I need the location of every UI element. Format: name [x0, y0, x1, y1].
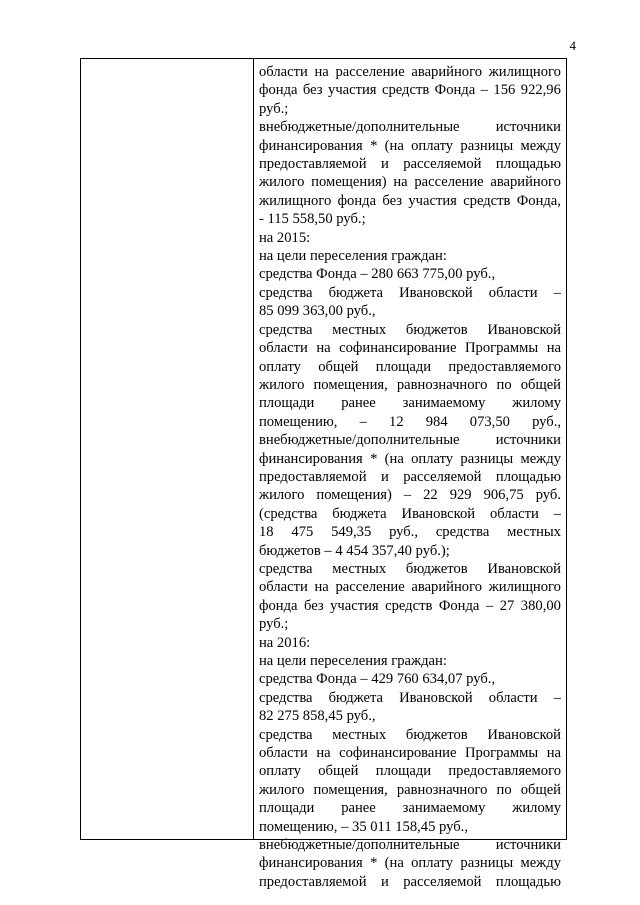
text-line: области на расселение аварийного жилищного: [259, 579, 561, 596]
text-line: помещению, – 35 011 158,45 руб.,: [259, 818, 468, 835]
text-line: области на софинансирование Программы на: [259, 745, 561, 762]
text-line: 18 475 549,35 руб., средства местных: [259, 524, 561, 541]
text-line: предоставляемой и расселяемой площадью: [259, 468, 561, 485]
text-line: жилого помещения, равнозначного по общей: [259, 781, 561, 798]
text-line: средства местных бюджетов Ивановской: [259, 321, 561, 338]
text-line: оплату общей площади предоставляемого: [259, 358, 561, 375]
text-line: средства бюджета Ивановской области –: [259, 284, 561, 301]
text-line: оплату общей площади предоставляемого: [259, 763, 561, 780]
text-line: фонда без участия средств Фонда – 156 922,96: [259, 82, 561, 99]
text-line: на 2016:: [259, 634, 311, 651]
text-line: на 2015:: [259, 229, 311, 246]
text-line: внебюджетные/дополнительные источники: [259, 432, 561, 449]
text-line: жилищного фонда без участия средств Фонда,: [259, 192, 561, 209]
text-line: средства Фонда – 429 760 634,07 руб.,: [259, 671, 496, 688]
text-line: финансирования * (на оплату разницы между: [259, 855, 561, 872]
text-line: внебюджетные/дополнительные источники: [259, 837, 561, 854]
text-line: предоставляемой и расселяемой площадью: [259, 873, 561, 890]
text-line: площади ранее занимаемому жилому: [259, 395, 561, 412]
text-line: на цели переселения граждан:: [259, 653, 447, 669]
text-line: жилого помещения) на расселение аварийного: [259, 174, 561, 191]
text-line: средства местных бюджетов Ивановской: [259, 726, 561, 743]
text-line: средства Фонда – 280 663 775,00 руб.,: [259, 266, 496, 283]
document-table: [80, 58, 567, 890]
column-divider: [253, 59, 254, 839]
text-line: помещению, – 12 984 073,50 руб.,: [259, 413, 561, 430]
text-line: 85 099 363,00 руб.,: [259, 303, 376, 320]
text-line: на цели переселения граждан:: [259, 248, 447, 265]
text-line: руб.;: [259, 100, 289, 117]
text-line: средства бюджета Ивановской области –: [259, 689, 561, 706]
text-line: финансирования * (на оплату разницы между: [259, 137, 561, 154]
text-line: (средства бюджета Ивановской области –: [259, 505, 561, 522]
text-line: средства местных бюджетов Ивановской: [259, 560, 561, 577]
text-line: жилого помещения) – 22 929 906,75 руб.: [259, 487, 561, 504]
text-line: 82 275 858,45 руб.,: [259, 708, 376, 725]
text-line: жилого помещения, равнозначного по общей: [259, 376, 561, 393]
page-number: 4: [569, 38, 576, 53]
text-line: области на расселение аварийного жилищного: [259, 64, 561, 80]
text-line: площади ранее занимаемому жилому: [259, 800, 561, 817]
funding-text-cell: [259, 63, 561, 891]
text-line: внебюджетные/дополнительные источники: [259, 119, 561, 136]
text-line: финансирования * (на оплату разницы между: [259, 450, 561, 467]
text-line: предоставляемой и расселяемой площадью: [259, 156, 561, 173]
text-line: руб.;: [259, 616, 289, 633]
text-line: бюджетов – 4 454 357,40 руб.);: [259, 542, 450, 559]
text-line: фонда без участия средств Фонда – 27 380,00: [259, 597, 561, 614]
text-line: - 115 558,50 руб.;: [259, 211, 366, 228]
text-line: области на софинансирование Программы на: [259, 340, 561, 357]
